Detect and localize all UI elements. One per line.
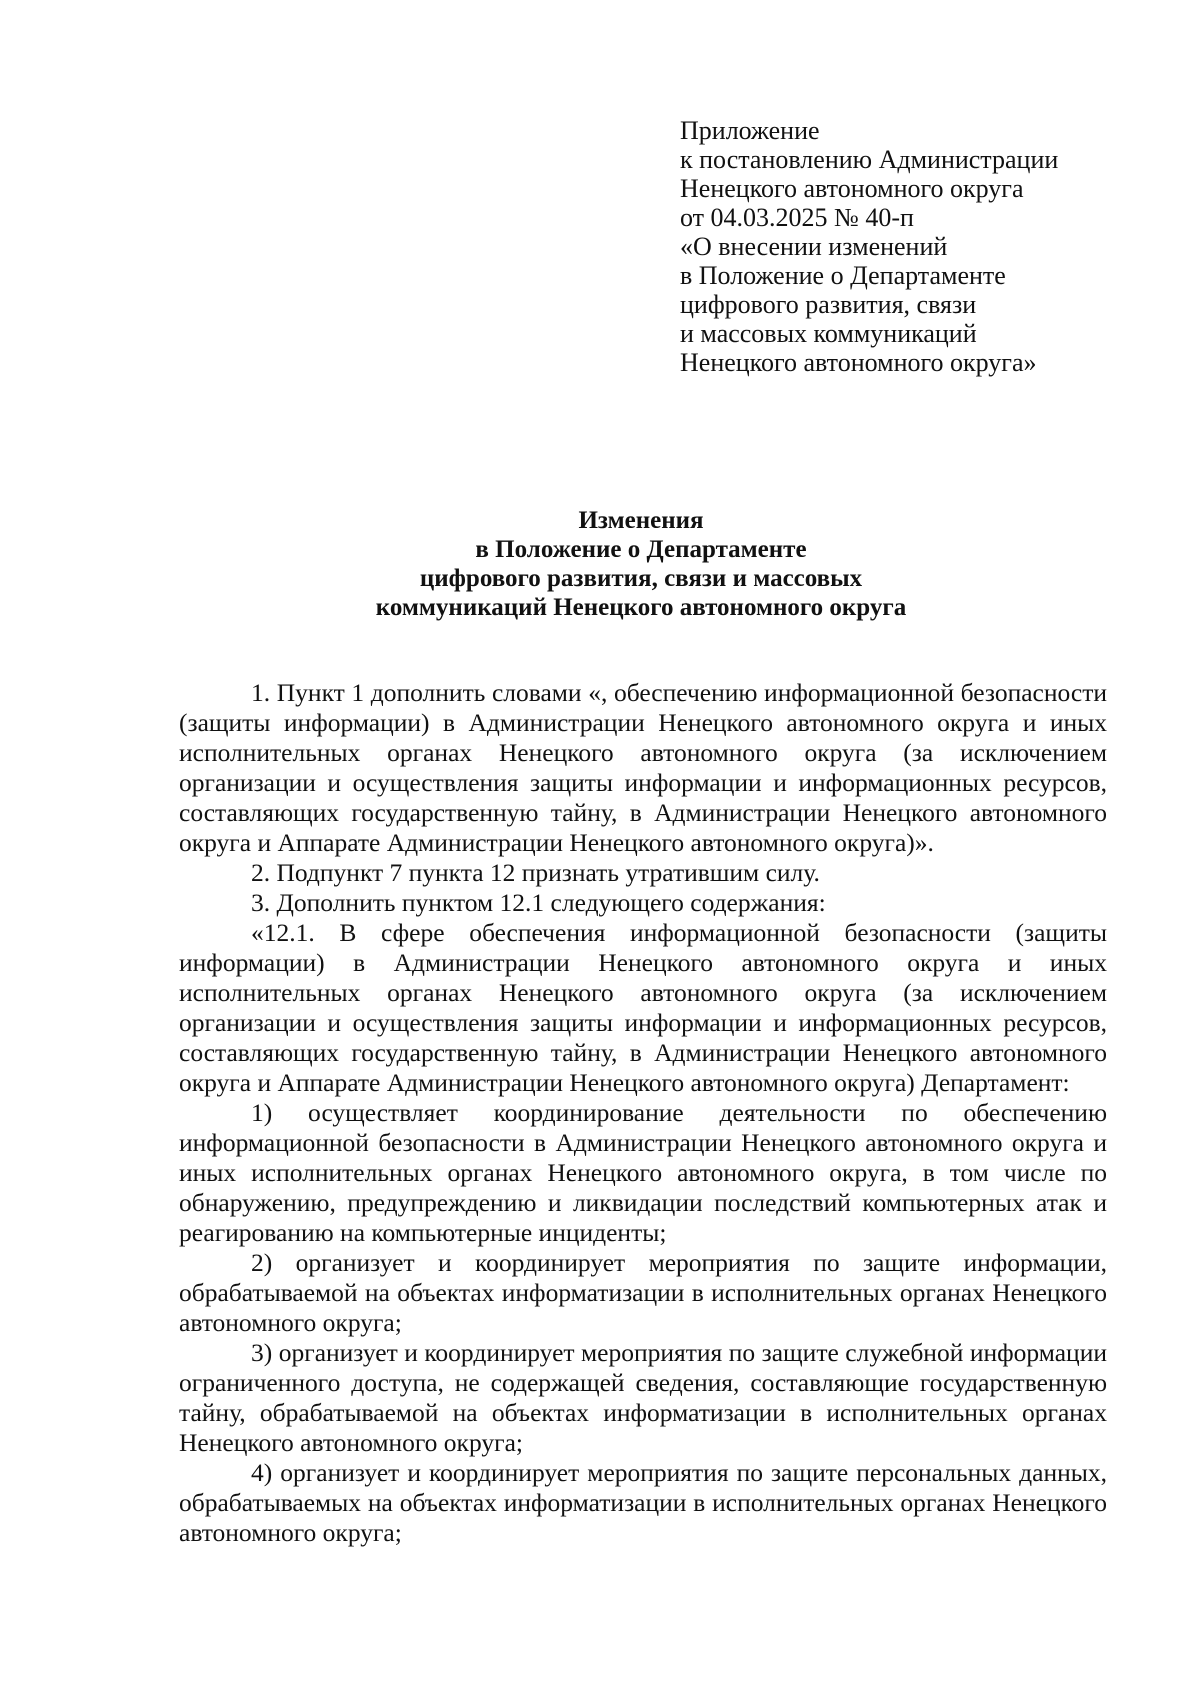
appendix-line: от 04.03.2025 № 40-п [680, 203, 914, 232]
appendix-line: «О внесении изменений [680, 232, 948, 261]
title-line: Изменения [578, 507, 704, 534]
document-title [180, 506, 1102, 622]
paragraph-item-12-1: «12.1. В сфере обеспечения информационной безопасности (защиты информации) в Администрации Ненецкого автономного округа и иных исполнительных органах Ненецкого автономного округа (за исключением организации и осуществления защиты информации и информационных ресурсов, составляющих государственную тайну, в Администрации Ненецкого автономного округа и Аппарате Администрации Ненецкого автономного округа) Департамент: [179, 918, 1107, 1097]
appendix-line: и массовых коммуникаций [680, 319, 977, 348]
paragraph-item-2: 2. Подпункт 7 пункта 12 признать утратившим силу. [251, 858, 820, 887]
appendix-line: к постановлению Администрации [680, 145, 1059, 174]
appendix-line: Ненецкого автономного округа [680, 174, 1024, 203]
subparagraph-2: 2) организует и координирует мероприятия по защите информации, обрабатываемой на объектах информатизации в исполнительных органах Ненецкого автономного округа; [179, 1248, 1107, 1337]
document-body [179, 678, 1107, 1548]
title-line: в Положение о Департаменте [475, 536, 807, 563]
appendix-line: Ненецкого автономного округа» [680, 348, 1037, 377]
appendix-block [680, 116, 1140, 377]
subparagraph-1: 1) осуществляет координирование деятельности по обеспечению информационной безопасности в Администрации Ненецкого автономного округа и иных исполнительных органах Ненецкого автономного округа, в том числе по обнаружению, предупреждению и ликвидации последствий компьютерных атак и реагированию на компьютерные инциденты; [179, 1098, 1107, 1247]
subparagraph-3: 3) организует и координирует мероприятия по защите служебной информации ограниченного доступа, не содержащей сведения, составляющие государственную тайну, обрабатываемой на объектах информатизации в исполнительных органах Ненецкого автономного округа; [179, 1338, 1107, 1457]
paragraph-item-3: 3. Дополнить пунктом 12.1 следующего содержания: [251, 888, 826, 917]
paragraph-item-1: 1. Пункт 1 дополнить словами «, обеспечению информационной безопасности (защиты информации) в Администрации Ненецкого автономного округа и иных исполнительных органах Ненецкого автономного округа (за исключением организации и осуществления защиты информации и информационных ресурсов, составляющих государственную тайну, в Администрации Ненецкого автономного округа и Аппарате Администрации Ненецкого автономного округа)». [179, 678, 1107, 857]
subparagraph-4: 4) организует и координирует мероприятия по защите персональных данных, обрабатываемых на объектах информатизации в исполнительных органах Ненецкого автономного округа; [179, 1458, 1107, 1547]
title-line: коммуникаций Ненецкого автономного округа [375, 594, 907, 621]
appendix-line: в Положение о Департаменте [680, 261, 1006, 290]
appendix-line: цифрового развития, связи [680, 290, 977, 319]
appendix-line: Приложение [680, 116, 820, 145]
title-line: цифрового развития, связи и массовых [419, 565, 863, 592]
